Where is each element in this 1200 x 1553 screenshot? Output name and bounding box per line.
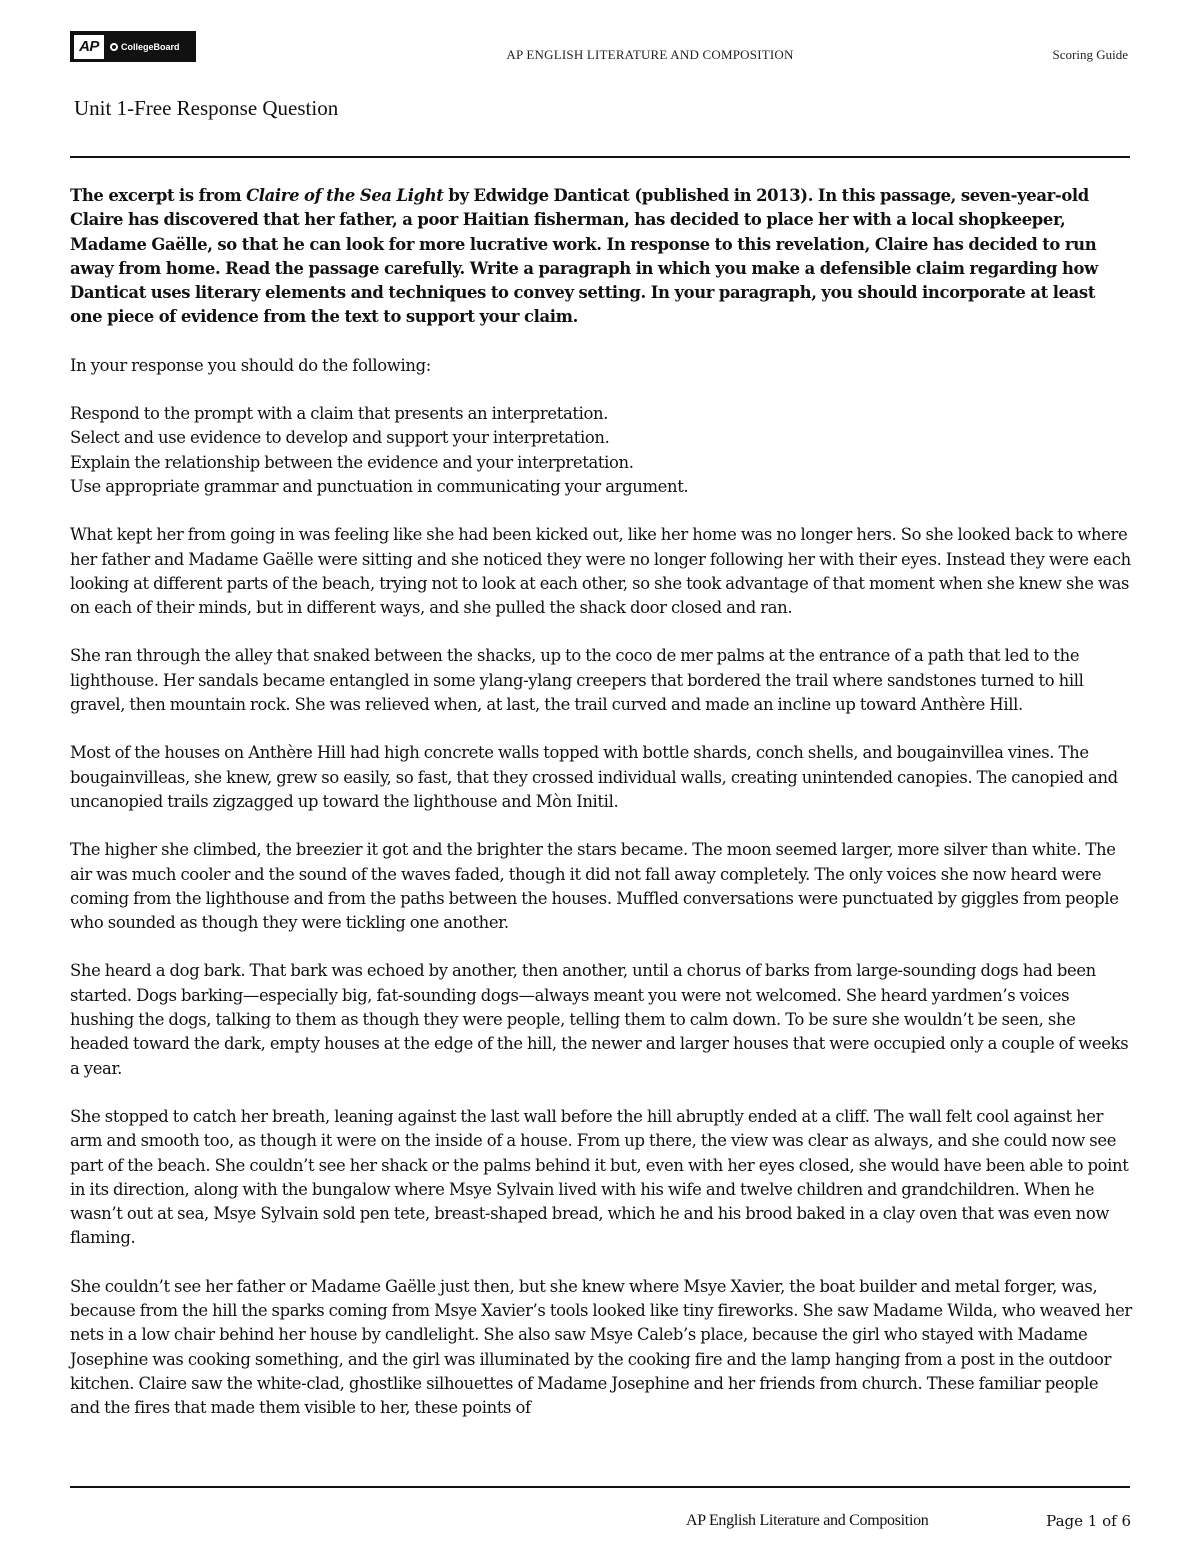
footer-page-number: Page 1 of 6 (1046, 1512, 1131, 1530)
footer-divider (70, 1486, 1130, 1488)
instruction-item: Select and use evidence to develop and support your interpretation. (70, 428, 610, 448)
page-title: Unit 1-Free Response Question (74, 96, 339, 120)
passage-paragraph: She stopped to catch her breath, leaning against the last wall before the hill abruptly ended at a cliff. The wall felt cool against her arm and smooth too, as though it were on the inside of a house. From up there, the view was clear as always, and she could now see part of the beach. She couldn’t see her shack or the palms behind it but, even with her eyes closed, she would have been able to point in its direction, along with the bungalow where Msye Sylvain lived with his wife and twelve children and grandchildren. When he wasn’t out at sea, Msye Sylvain sold pen tete, breast-shaped bread, which he and his brood baked in a clay oven that was even now flaming. (70, 1106, 1129, 1248)
passage-paragraph: She ran through the alley that snaked between the shacks, up to the coco de mer palms at the entrance of a path that led to the lighthouse. Her sandals became entangled in some ylang-ylang creepers that bordered the trail where sandstones turned to hill gravel, then mountain rock. She was relieved when, at last, the trail curved and made an incline up toward Anthère Hill. (70, 646, 1084, 715)
prompt-book-title: Claire of the Sea Light (246, 186, 444, 205)
passage-paragraph: She couldn’t see her father or Madame Gaëlle just then, but she knew where Msye Xavier, the boat builder and metal forger, was, because from the hill the sparks coming from Msye Xavier’s tools looked like tiny fireworks. She saw Madame Wilda, who weaved her nets in a low chair behind her house by candlelight. She also saw Msye Caleb’s place, because the girl who stayed with Madame Josephine was cooking something, and the girl was illuminated by the cooking fire and the lamp hanging from a post in the outdoor kitchen. Claire saw the white-clad, ghostlike silhouettes of Madame Josephine and her friends from church. These familiar people and the fires that made them visible to her, these points of (70, 1276, 1132, 1418)
instructions-list (70, 402, 1132, 499)
ap-logo-mark: AP (74, 35, 104, 59)
prompt-paragraph (70, 184, 1132, 330)
passage-paragraph: Most of the houses on Anthère Hill had high concrete walls topped with bottle shards, conch shells, and bougainvillea vines. The bougainvilleas, she knew, grew so easily, so fast, that they crossed individual walls, creating unintended canopies. The canopied and uncanopied trails zigzagged up toward the lighthouse and Mòn Initil. (70, 743, 1118, 811)
footer-course-name: AP English Literature and Composition (686, 1512, 929, 1529)
passage-paragraph: What kept her from going in was feeling like she had been kicked out, like her home was no longer hers. So she looked back to where her father and Madame Gaëlle were sitting and she noticed they were no longer following her with their eyes. Instead they were each looking at different parts of the beach, trying not to look at each other, so she took advantage of that moment when she knew she was on each of their minds, but in different ways, and she pulled the shack door closed and ran. (70, 525, 1131, 618)
header-course-title: AP ENGLISH LITERATURE AND COMPOSITION (506, 47, 794, 62)
passage-paragraph: She heard a dog bark. That bark was echoed by another, then another, until a chorus of barks from large-sounding dogs had been started. Dogs barking—especially big, fat-sounding dogs—always meant you were not welcomed. She heard yardmen’s voices hushing the dogs, talking to them as though they were people, telling them to calm down. To be sure she wouldn’t be seen, she headed toward the dark, empty houses at the edge of the hill, the newer and larger houses that were occupied only a couple of weeks a year. (70, 961, 1129, 1078)
header-divider (70, 156, 1130, 158)
passage-paragraph: The higher she climbed, the breezier it got and the brighter the stars became. The moon seemed larger, more silver than white. The air was much cooler and the sound of the waves faded, though it did not fall away completely. The only voices she now heard were coming from the lighthouse and from the paths between the houses. Muffled conversations were punctuated by giggles from people who sounded as though they were tickling one another. (70, 840, 1119, 933)
prompt-rest: by Edwidge Danticat (published in 2013). In this passage, seven-year-old Claire has discovered that her father, a poor Haitian fisherman, has decided to place her with a local shopkeeper, Madame Gaëlle, so that he can look for more lucrative work. In response to this revelation, Claire has decided to run away from home. Read the passage carefully. Write a paragraph in which you make a defensible claim regarding how Danticat uses literary elements and techniques to convey setting. In your paragraph, you should incorporate at least one piece of evidence from the text to support your claim. (70, 186, 1098, 327)
header-scoring-guide: Scoring Guide (1052, 47, 1128, 62)
document-body (70, 184, 1132, 1444)
instruction-item: Explain the relationship between the evidence and your interpretation. (70, 452, 634, 472)
instructions-intro: In your response you should do the following: (70, 355, 431, 375)
prompt-lead: The excerpt is from (70, 186, 247, 205)
instruction-item: Respond to the prompt with a claim that presents an interpretation. (70, 404, 609, 424)
instruction-item: Use appropriate grammar and punctuation in communicating your argument. (70, 476, 689, 496)
collegeboard-wordmark: CollegeBoard (121, 41, 180, 52)
